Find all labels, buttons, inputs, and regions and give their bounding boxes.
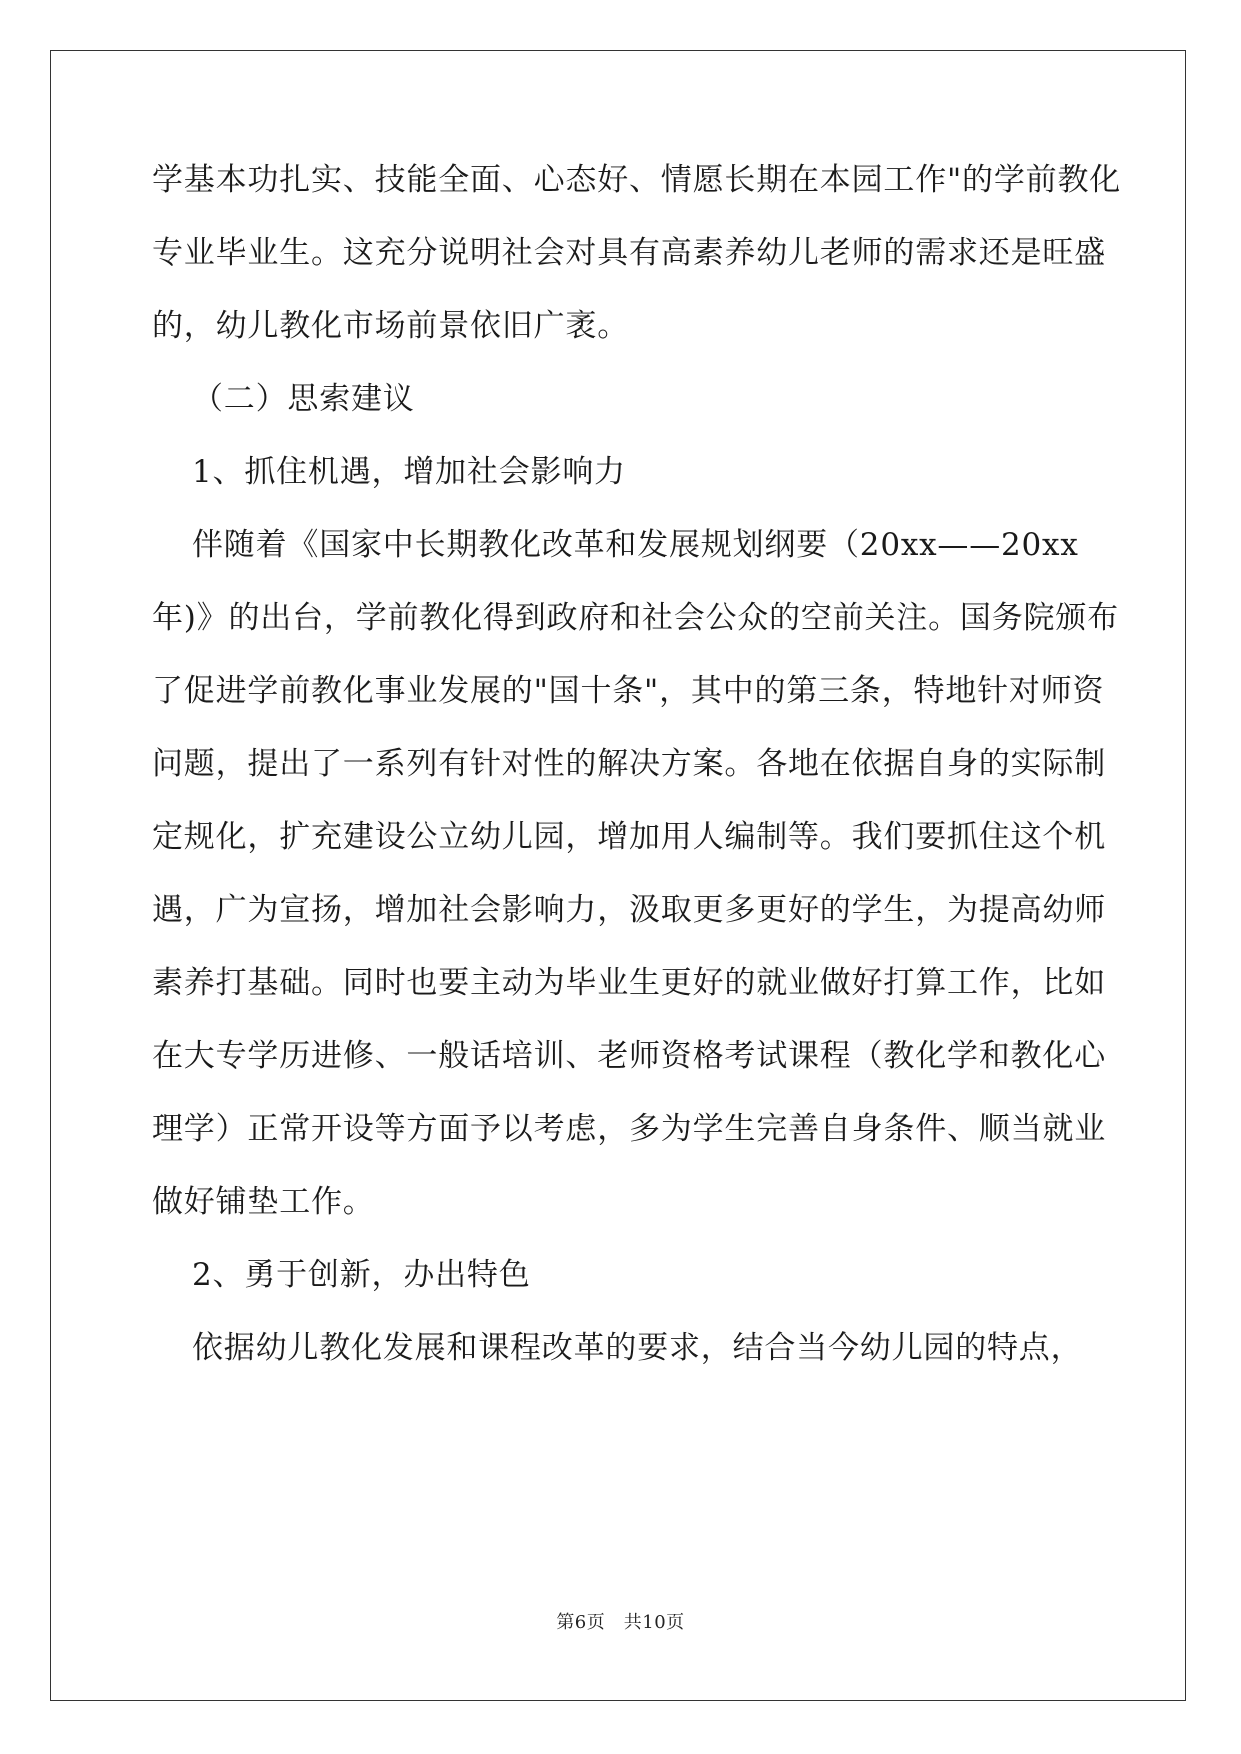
page-border bbox=[50, 50, 1186, 1701]
subsection-heading: 2、勇于创新，办出特色 bbox=[192, 1257, 531, 1293]
text-line: 专业毕业生。这充分说明社会对具有高素养幼儿老师的需求还是旺盛 bbox=[152, 235, 1106, 271]
text-line: 定规化，扩充建设公立幼儿园，增加用人编制等。我们要抓住这个机 bbox=[152, 819, 1106, 855]
text-line: 遇，广为宣扬，增加社会影响力，汲取更多更好的学生，为提高幼师 bbox=[152, 892, 1106, 928]
text-line: 年)》的出台，学前教化得到政府和社会公众的空前关注。国务院颁布 bbox=[152, 600, 1119, 636]
text-line: 依据幼儿教化发展和课程改革的要求，结合当今幼儿园的特点， bbox=[192, 1330, 1083, 1366]
section-heading: （二）思索建议 bbox=[192, 381, 415, 417]
text-line: 做好铺垫工作。 bbox=[152, 1184, 375, 1220]
page-number: 第6页 共10页 bbox=[556, 1612, 685, 1633]
text-line: 在大专学历进修、一般话培训、老师资格考试课程（教化学和教化心 bbox=[152, 1038, 1106, 1074]
text-line: 问题，提出了一系列有针对性的解决方案。各地在依据自身的实际制 bbox=[152, 746, 1106, 782]
text-line: 理学）正常开设等方面予以考虑，多为学生完善自身条件、顺当就业 bbox=[152, 1111, 1106, 1147]
text-line: 了促进学前教化事业发展的"国十条"，其中的第三条，特地针对师资 bbox=[152, 673, 1105, 709]
text-line: 的，幼儿教化市场前景依旧广袤。 bbox=[152, 308, 629, 344]
subsection-heading: 1、抓住机遇，增加社会影响力 bbox=[192, 454, 626, 490]
text-line: 伴随着《国家中长期教化改革和发展规划纲要（20xx——20xx bbox=[192, 527, 1079, 563]
text-line: 素养打基础。同时也要主动为毕业生更好的就业做好打算工作，比如 bbox=[152, 965, 1106, 1001]
text-line: 学基本功扎实、技能全面、心态好、情愿长期在本园工作"的学前教化 bbox=[152, 162, 1122, 198]
